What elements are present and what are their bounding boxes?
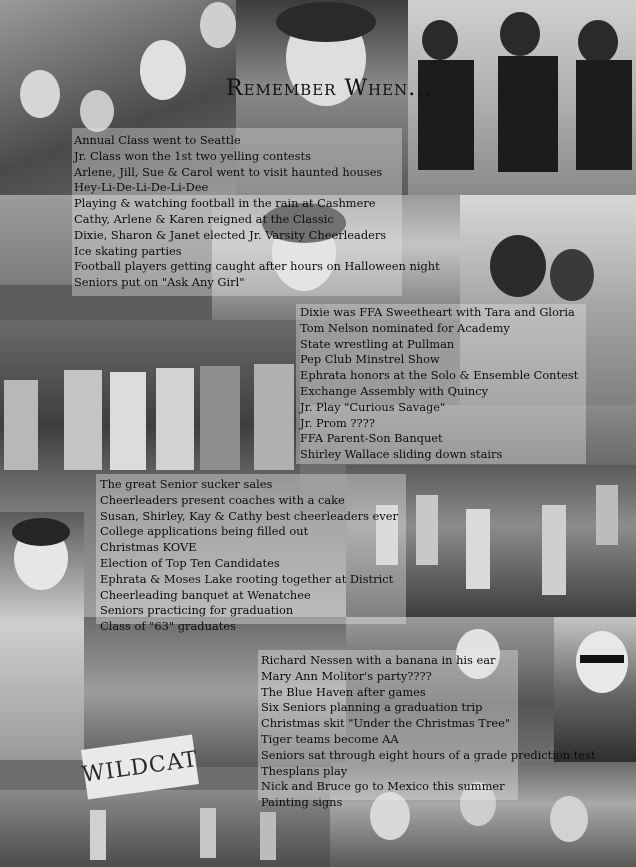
- list-item: The great Senior sucker sales: [100, 477, 273, 491]
- list-item: Tiger teams become AA: [261, 731, 399, 746]
- list-item: Mary Ann Molitor's party????: [261, 668, 432, 683]
- list-item: Tom Nelson nominated for Academy: [300, 320, 510, 335]
- list-item: Seniors practicing for graduation: [100, 603, 294, 618]
- list-item: Six Seniors planning a graduation trip: [261, 700, 483, 715]
- list-item: College applications being filled out: [100, 524, 309, 539]
- list-item: Annual Class went to Seattle: [74, 133, 241, 147]
- list-item: Ice skating parties: [74, 243, 182, 258]
- list-item: Pep Club Minstrel Show: [300, 352, 440, 367]
- list-item: Ephrata & Moses Lake rooting together at District: [100, 571, 394, 586]
- list-item: Jr. Play "Curious Savage": [300, 399, 446, 414]
- list-item: Class of "63" graduates: [100, 619, 236, 634]
- list-item: Election of Top Ten Candidates: [100, 555, 280, 570]
- page-title: Remember When...: [226, 76, 433, 101]
- list-item: Arlene, Jill, Sue & Carol went to visit haunted houses: [74, 164, 383, 179]
- list-item: FFA Parent-Son Banquet: [300, 431, 443, 446]
- wildcat-banner: WILDCAT: [81, 734, 199, 799]
- list-item: Cheerleaders present coaches with a cake: [100, 492, 345, 507]
- list-item: Hey-Li-De-Li-De-Li-Dee: [74, 180, 209, 195]
- list-item: Cathy, Arlene & Karen reigned at the Classic: [74, 211, 334, 226]
- list-item: Dixie was FFA Sweetheart with Tara and Gloria: [300, 305, 575, 319]
- list-item: State wrestling at Pullman: [300, 336, 455, 351]
- list-item: Seniors sat through eight hours of a grade prediction test: [261, 747, 596, 762]
- photo-cheerleaders-tigers: [408, 0, 636, 195]
- list-item: Playing & watching football in the rain at Cashmere: [74, 196, 376, 211]
- memory-list-1: [74, 133, 440, 291]
- photo-boy-portrait: [0, 512, 84, 760]
- list-item: Ephrata honors at the Solo & Ensemble Contest: [300, 368, 579, 383]
- list-item: Susan, Shirley, Kay & Cathy best cheerleaders ever: [100, 508, 398, 523]
- list-item: Football players getting caught after hours on Halloween night: [74, 259, 440, 274]
- list-item: The Blue Haven after games: [261, 684, 426, 699]
- list-item: Christmas skit "Under the Christmas Tree": [261, 716, 511, 731]
- list-item: Jr. Class won the 1st two yelling contests: [74, 148, 311, 163]
- list-item: Jr. Prom ????: [300, 415, 375, 430]
- list-item: Shirley Wallace sliding down stairs: [300, 447, 503, 462]
- list-item: Christmas KOVE: [100, 540, 197, 555]
- list-item: Seniors put on "Ask Any Girl": [74, 275, 245, 290]
- list-item: Nick and Bruce go to Mexico this summer: [261, 779, 505, 794]
- memory-list-3: [100, 477, 398, 635]
- list-item: Painting signs: [261, 795, 343, 810]
- list-item: Exchange Assembly with Quincy: [300, 383, 489, 398]
- list-item: Dixie, Sharon & Janet elected Jr. Varsity Cheerleaders: [74, 227, 387, 242]
- list-item: Richard Nessen with a banana in his ear: [261, 653, 496, 667]
- memory-list-4: [261, 653, 595, 811]
- list-item: Thesplans play: [261, 763, 348, 778]
- list-item: Cheerleading banquet at Wenatchee: [100, 587, 311, 602]
- memory-list-2: [300, 305, 578, 463]
